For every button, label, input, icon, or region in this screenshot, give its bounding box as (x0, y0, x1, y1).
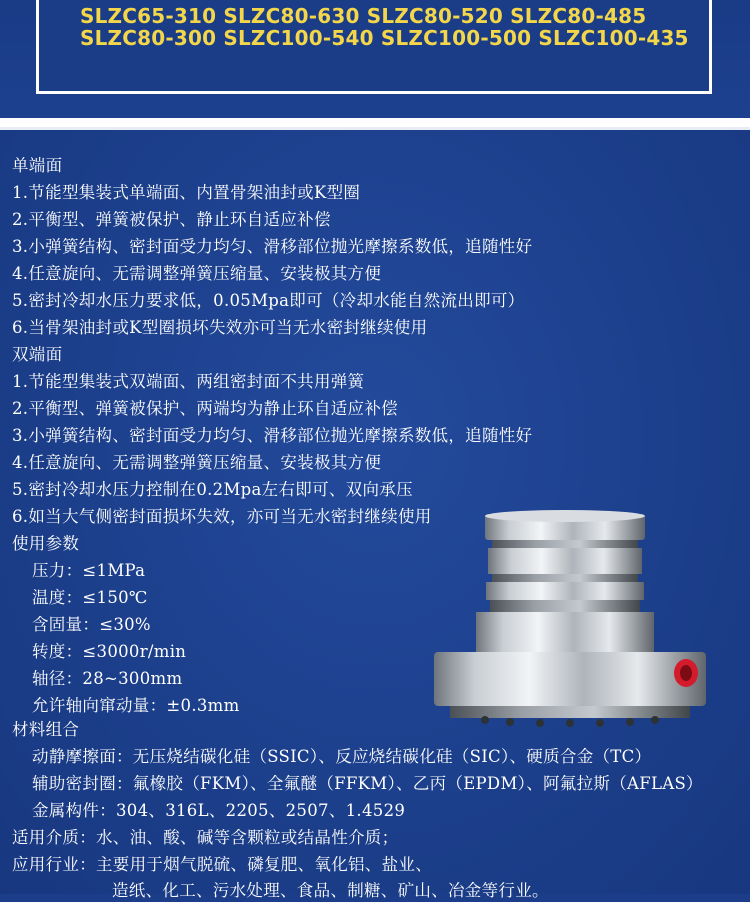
material-elastomers: 辅助密封圈：氟橡胶（FKM）、全氟醚（FFKM）、乙丙（EPDM）、阿氟拉斯（AFLAS） (32, 774, 703, 793)
double-item-3: 3.小弹簧结构、密封面受力均匀、滑移部位抛光摩擦系数低，追随性好 (12, 426, 533, 445)
double-item-5: 5.密封冷却水压力控制在0.2Mpa左右即可、双向承压 (12, 480, 413, 499)
single-item-6: 6.当骨架油封或K型圈损坏失效亦可当无水密封继续使用 (12, 318, 428, 337)
param-solids: 含固量：≤30% (32, 615, 151, 634)
single-item-1: 1.节能型集装式单端面、内置骨架油封或K型圈 (12, 183, 361, 202)
material-faces: 动静摩擦面：无压烧结碳化硅（SSIC）、反应烧结碳化硅（SIC）、硬质合金（TC） (32, 747, 652, 766)
double-item-6: 6.如当大气侧密封面损坏失效，亦可当无水密封继续使用 (12, 507, 432, 526)
materials-heading: 材料组合 (12, 720, 80, 739)
single-item-5: 5.密封冷却水压力要求低，0.05Mpa即可（冷却水能自然流出即可） (12, 291, 525, 310)
double-face-heading: 双端面 (12, 345, 63, 364)
params-heading: 使用参数 (12, 534, 80, 553)
single-item-4: 4.任意旋向、无需调整弹簧压缩量、安装极其方便 (12, 264, 382, 283)
param-temperature: 温度：≤150℃ (32, 588, 148, 607)
double-item-4: 4.任意旋向、无需调整弹簧压缩量、安装极其方便 (12, 453, 382, 472)
param-shaft-diameter: 轴径：28~300mm (32, 669, 183, 688)
single-item-3: 3.小弹簧结构、密封面受力均匀、滑移部位抛光摩擦系数低，追随性好 (12, 237, 533, 256)
applicable-media: 适用介质：水、油、酸、碱等含颗粒或结晶性介质； (12, 828, 399, 847)
model-list-line-1: SLZC65-310 SLZC80-630 SLZC80-520 SLZC80-485 (80, 4, 647, 28)
double-item-2: 2.平衡型、弹簧被保护、两端均为静止环自适应补偿 (12, 399, 398, 418)
industry-line-2: 造纸、化工、污水处理、食品、制糖、矿山、冶金等行业。 (112, 881, 549, 900)
double-item-1: 1.节能型集装式双端面、两组密封面不共用弹簧 (12, 372, 365, 391)
model-list-line-2: SLZC80-300 SLZC100-540 SLZC100-500 SLZC100-435 (80, 26, 689, 50)
industry-line-1: 应用行业：主要用于烟气脱硫、磷复肥、氧化铝、盐业、 (12, 855, 432, 874)
header-band (0, 0, 750, 118)
white-gap (0, 118, 750, 127)
param-pressure: 压力：≤1MPa (32, 561, 146, 580)
mechanical-seal-image (430, 508, 715, 738)
single-face-heading: 单端面 (12, 156, 63, 175)
single-item-2: 2.平衡型、弹簧被保护、静止环自适应补偿 (12, 210, 331, 229)
param-speed: 转度：≤3000r/min (32, 642, 187, 661)
material-metals: 金属构件：304、316L、2205、2507、1.4529 (32, 801, 406, 820)
param-axial-movement: 允许轴向窜动量：±0.3mm (32, 696, 240, 715)
